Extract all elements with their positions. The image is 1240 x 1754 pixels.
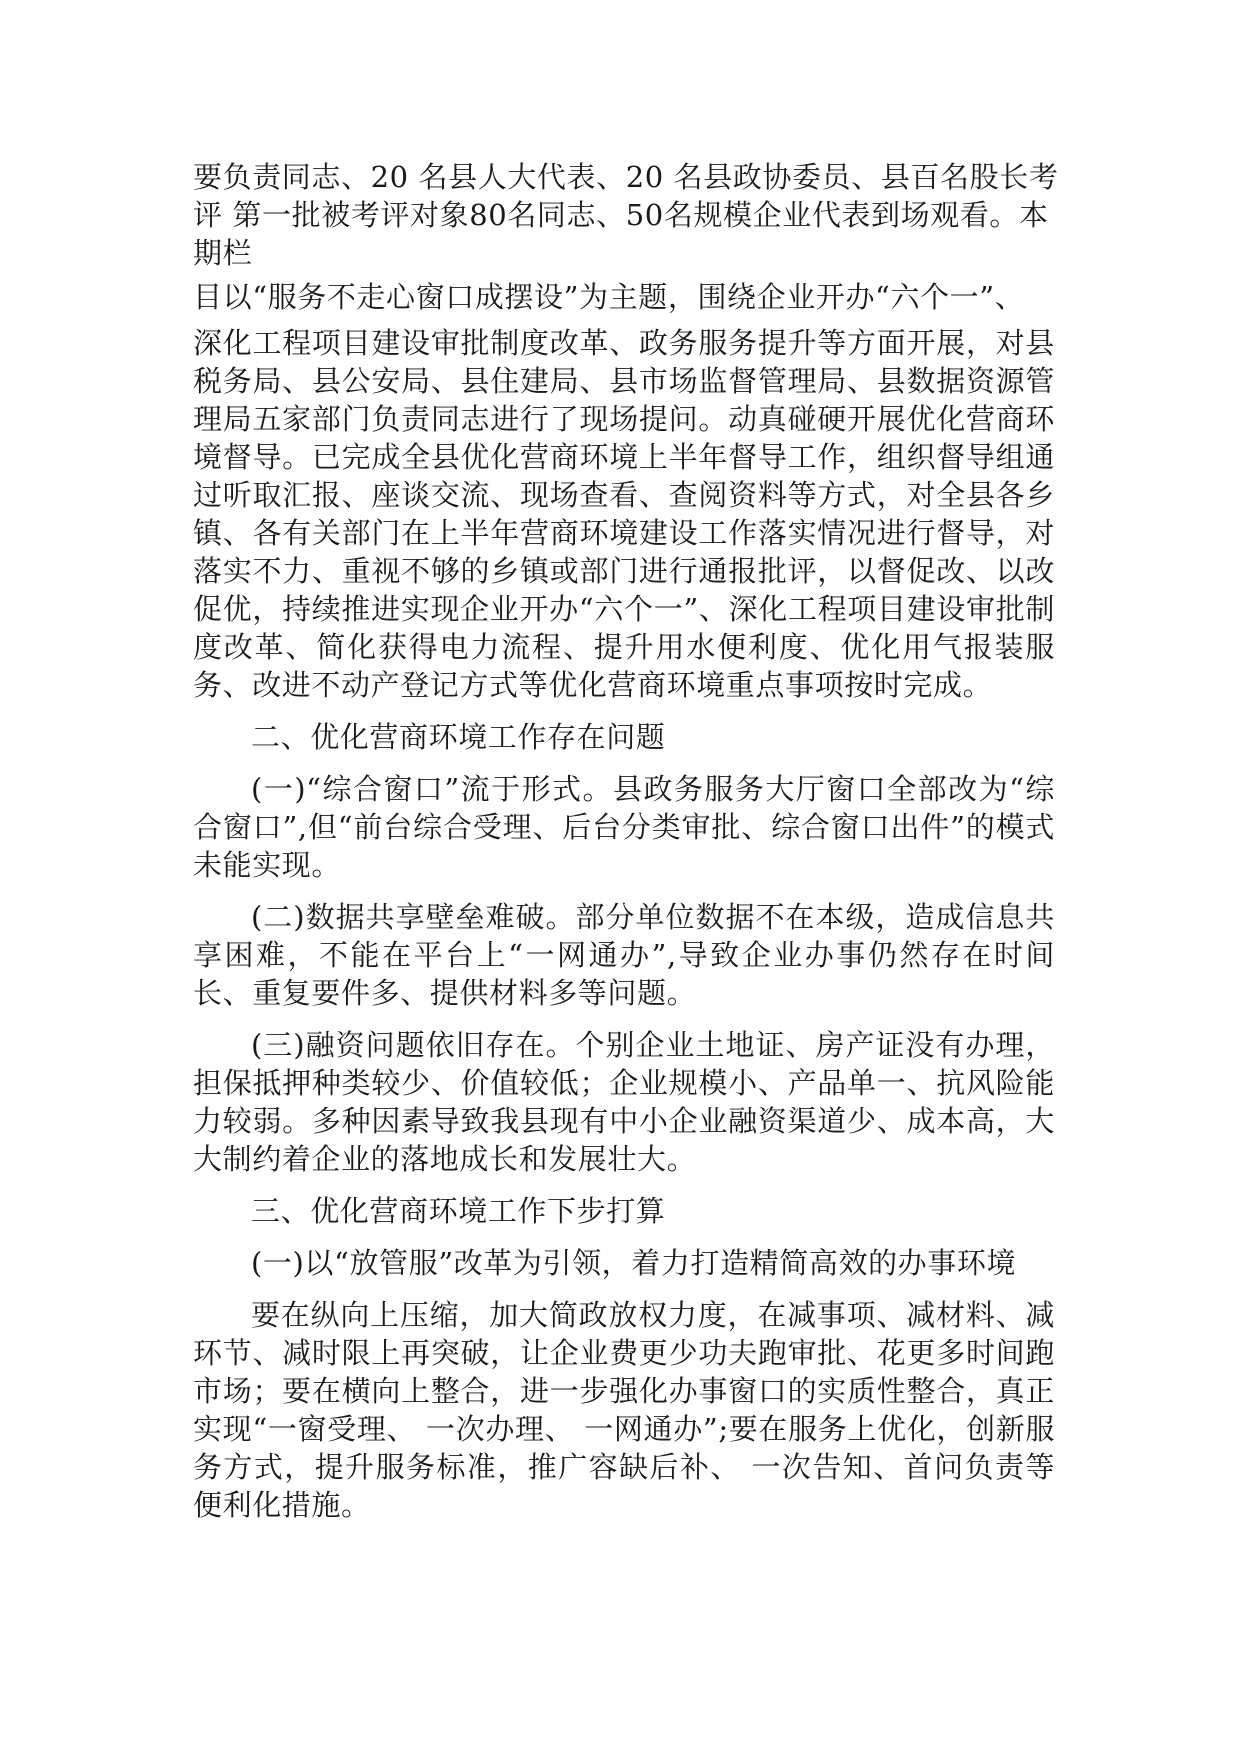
section-heading-plans: 三、优化营商环境工作下步打算	[251, 1194, 666, 1228]
intro-line-2: 评 第一批被考评对象80名同志、50名规模企业代表到场观看。本	[193, 198, 1049, 232]
plan-1-title: (一)以“放管服”改革为引领，着力打造精简高效的办事环境	[251, 1246, 1017, 1280]
section-heading-problems: 二、优化营商环境工作存在问题	[251, 720, 666, 754]
intro-line-4: 目以“服务不走心窗口成摆设”为主题，围绕企业开办“六个一”、	[193, 280, 1025, 314]
plan-1-body: 要在纵向上压缩，加大简政放权力度，在减事项、减材料、减环节、减时限上再突破，让企业费更少功夫跑审批、花更多时间跑市场；要在横向上整合，进一步强化办事窗口的实质性整合，真正实现“一窗受理、 一次办理、 一网通办”;要在服务上优化，创新服务方式，提升服务标准，推广容缺后补、 一次告知、首问负责等便利化措施。	[193, 1298, 1055, 1522]
intro-line-1: 要负责同志、20 名县人大代表、20 名县政协委员、县百名股长考	[193, 160, 1059, 194]
document-body	[193, 158, 1059, 1524]
intro-line-3: 期栏	[193, 236, 253, 270]
problem-data-sharing: (二)数据共享壁垒难破。部分单位数据不在本级，造成信息共享困难，不能在平台上“一网通办”,导致企业办事仍然存在时间长、重复要件多、提供材料多等问题。	[193, 900, 1055, 1010]
paragraph-supervision: 深化工程项目建设审批制度改革、政务服务提升等方面开展，对县税务局、县公安局、县住建局、县市场监督管理局、县数据资源管理局五家部门负责同志进行了现场提问。动真碰硬开展优化营商环境督导。已完成全县优化营商环境上半年督导工作，组织督导组通过听取汇报、座谈交流、现场查看、查阅资料等方式，对全县各乡镇、各有关部门在上半年营商环境建设工作落实情况进行督导，对落实不力、重视不够的乡镇或部门进行通报批评，以督促改、以改促优，持续推进实现企业开办“六个一”、深化工程项目建设审批制度改革、简化获得电力流程、提升用水便利度、优化用气报装服务、改进不动产登记方式等优化营商环境重点事项按时完成。	[193, 326, 1055, 702]
problem-comprehensive-window: (一)“综合窗口”流于形式。县政务服务大厅窗口全部改为“综合窗口”,但“前台综合受理、后台分类审批、综合窗口出件”的模式未能实现。	[193, 772, 1055, 882]
problem-financing: (三)融资问题依旧存在。个别企业土地证、房产证没有办理，担保抵押种类较少、价值较低；企业规模小、产品单一、抗风险能力较弱。多种因素导致我县现有中小企业融资渠道少、成本高，大大制约着企业的落地成长和发展壮大。	[193, 1028, 1055, 1176]
